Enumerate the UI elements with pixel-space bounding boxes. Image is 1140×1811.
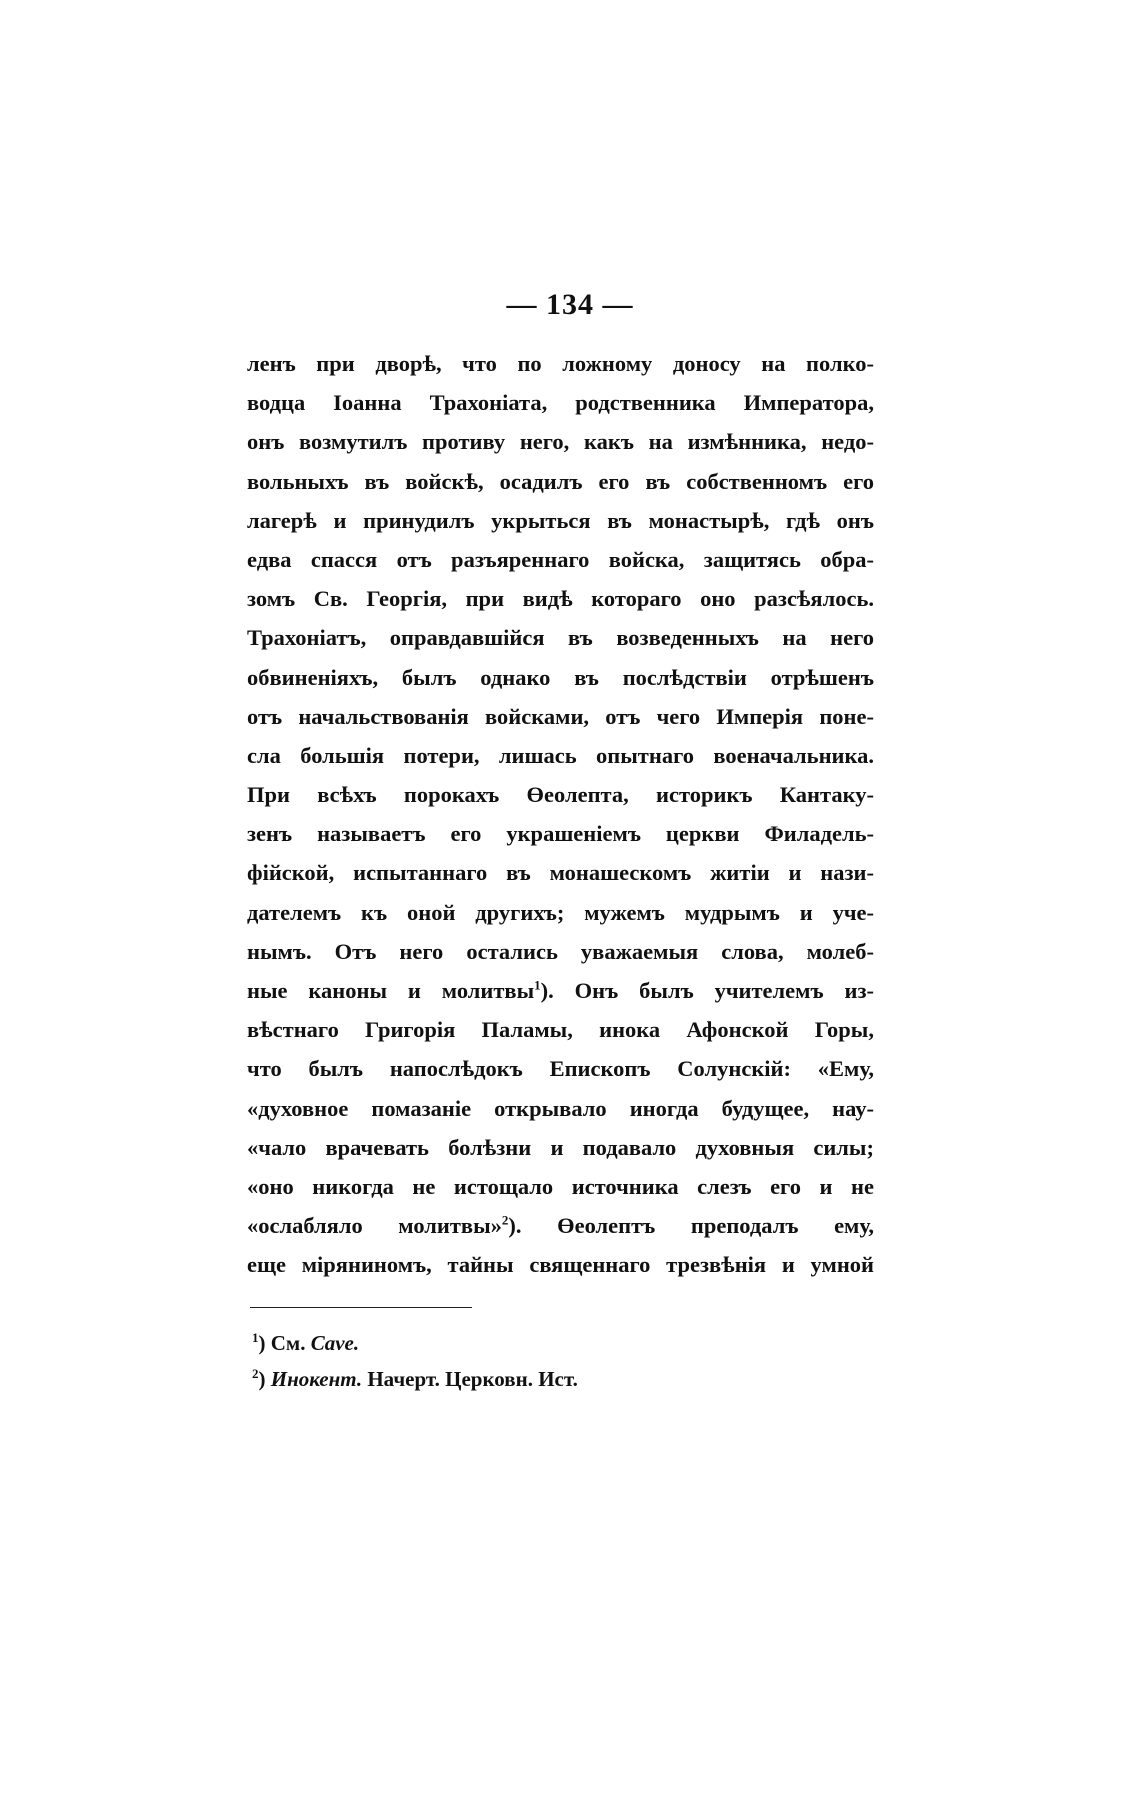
text-line: обвиненіяхъ, былъ однако въ послѣдствіи отрѣшенъ [247, 664, 874, 690]
text-line: лагерѣ и принудилъ укрыться въ монастырѣ, гдѣ онъ [247, 507, 874, 533]
text-line: «оно никогда не истощало источника слезъ его и не [247, 1173, 874, 1199]
footnote-italic-text: Cave. [310, 1331, 360, 1355]
text-line: «чало врачевать болѣзни и подавало духовныя силы; [247, 1134, 874, 1160]
footnote-marker: 1 [252, 1330, 259, 1345]
footnote-reference: 2 [501, 1212, 509, 1228]
footnote-marker: 2 [252, 1366, 259, 1381]
text-line: Трахоніатъ, оправдавшійся въ возведенныхъ на него [247, 625, 874, 651]
page-number: — 134 — [506, 288, 634, 321]
text-line: «духовное помазаніе открывало иногда будущее, нау- [247, 1095, 874, 1121]
footnotes [252, 1325, 578, 1397]
footnote-italic-text: Инокент. [270, 1367, 363, 1391]
text-line: вольныхъ въ войскѣ, осадилъ его въ собственномъ его [247, 468, 874, 494]
text-line: едва спасся отъ разъяреннаго войска, защитясь обра- [247, 546, 874, 572]
footnote-marker-paren: ) [258, 1331, 271, 1355]
footnote-marker-paren: ) [258, 1367, 271, 1391]
text-line: ленъ при дворѣ, что по ложному доносу на полко- [247, 351, 874, 376]
text-line [247, 971, 874, 1010]
text-line: что былъ напослѣдокъ Епископъ Солунскій: «Ему, [247, 1056, 874, 1082]
text-segment: «ослабляло молитвы» [247, 1213, 502, 1239]
text-line: зенъ называетъ его украшеніемъ церкви Филадель- [247, 821, 874, 847]
text-segment: ные каноны и молитвы [247, 978, 535, 1003]
text-line: зомъ Св. Георгія, при видѣ котораго оно разсѣялось. [247, 586, 874, 612]
text-segment: ). Өеолептъ преподалъ ему, [508, 1213, 874, 1239]
text-line [247, 1206, 874, 1245]
footnote-reference: 1 [534, 977, 541, 993]
text-line: онъ возмутилъ противу него, какъ на измѣнника, недо- [247, 429, 874, 455]
text-line: сла большія потери, лишась опытнаго военачальника. [247, 742, 874, 768]
footnote [252, 1325, 578, 1361]
body-text [247, 344, 874, 1285]
text-line: водца Іоанна Трахоніата, родственника Императора, [247, 390, 874, 416]
footnote-separator [250, 1307, 472, 1308]
text-line: нымъ. Отъ него остались уважаемыя слова, молеб- [247, 938, 874, 964]
text-segment: ). Онъ былъ учителемъ из- [540, 978, 874, 1003]
footnote-text: См. [270, 1331, 311, 1355]
text-line: фійской, испытаннаго въ монашескомъ житіи и нази- [247, 860, 874, 886]
footnote [252, 1361, 578, 1397]
footnote-text: Начерт. Церковн. Ист. [362, 1367, 578, 1391]
text-line: отъ начальствованія войсками, отъ чего Имперія поне- [247, 703, 874, 729]
text-line: еще міряниномъ, тайны священнаго трезвѣнія и умной [247, 1252, 874, 1278]
text-line: дателемъ къ оной другихъ; мужемъ мудрымъ и уче- [247, 899, 874, 925]
text-line: При всѣхъ порокахъ Өеолепта, историкъ Кантаку- [247, 782, 874, 808]
text-line: вѣстнаго Григорія Паламы, инока Афонской Горы, [247, 1017, 874, 1043]
